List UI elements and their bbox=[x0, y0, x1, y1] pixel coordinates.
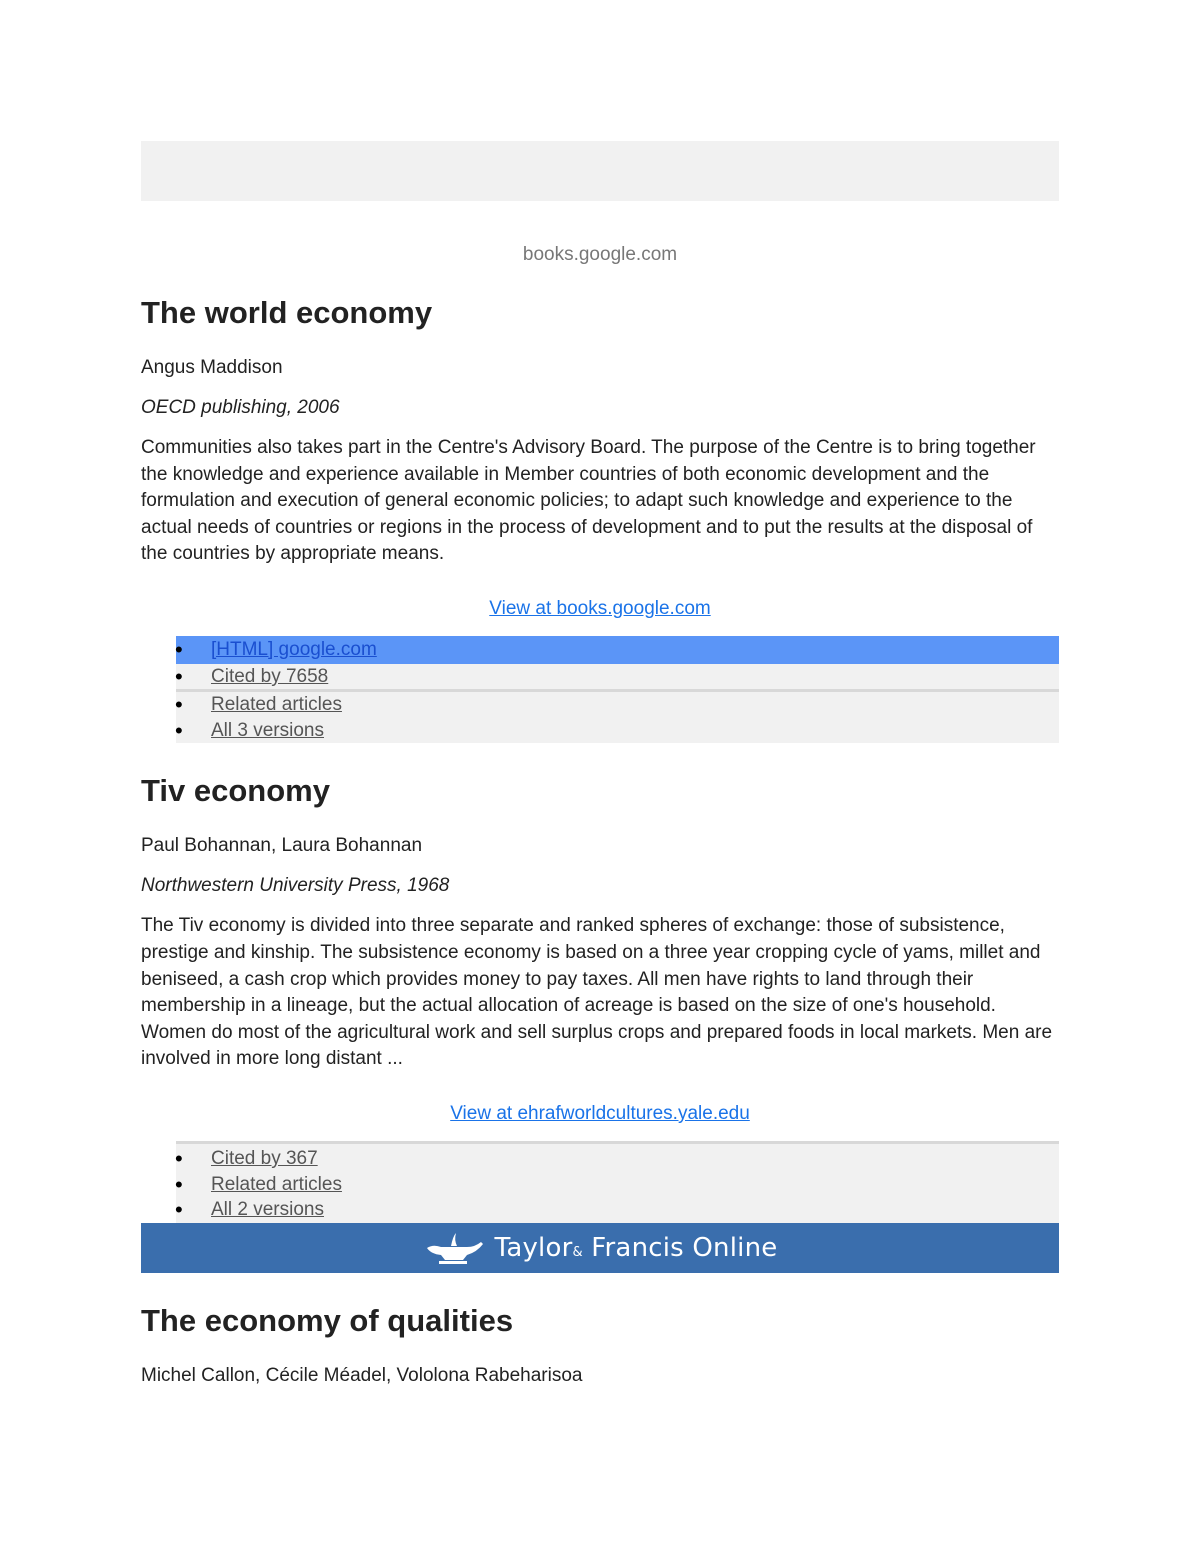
view-link[interactable]: View at ehrafworldcultures.yale.edu bbox=[450, 1103, 750, 1125]
all-versions-link[interactable]: All 3 versions bbox=[211, 719, 324, 741]
result-authors: Paul Bohannan, Laura Bohannan bbox=[141, 835, 423, 857]
list-item bbox=[176, 636, 1059, 664]
search-results-page bbox=[141, 141, 1059, 1389]
result-publisher: OECD publishing, 2006 bbox=[141, 397, 340, 418]
result-snippet: The Tiv economy is divided into three separate and ranked spheres of exchange: those of subsistence, prestige and kinship. The subsistence economy is based on a three year cropping cycle of yams, millet and beniseed, a cash crop which provides money to pay taxes. All men have rights to land through their membership in a lineage, but the actual allocation of acreage is based on the size of one's household. Women do most of the agricultural work and sell surplus crops and prepared foods in local markets. Men are involved in more long distant ... bbox=[141, 915, 1053, 1070]
list-item bbox=[176, 718, 1059, 744]
banner-brand bbox=[495, 1233, 778, 1263]
brand-right: Francis Online bbox=[591, 1232, 778, 1263]
result-title: Tiv economy bbox=[141, 773, 330, 809]
result-title: The economy of qualities bbox=[141, 1302, 514, 1338]
result-title: The world economy bbox=[141, 295, 433, 330]
taylor-francis-banner[interactable] bbox=[141, 1223, 1059, 1273]
result-publisher: Northwestern University Press, 1968 bbox=[141, 875, 450, 897]
lamp-icon bbox=[423, 1230, 485, 1266]
cited-by-link[interactable]: Cited by 7658 bbox=[211, 665, 329, 687]
brand-left: Taylor bbox=[494, 1232, 573, 1263]
cited-by-link[interactable]: Cited by 367 bbox=[211, 1148, 318, 1170]
result-authors: Michel Callon, Cécile Méadel, Vololona Rabeharisoa bbox=[141, 1364, 583, 1386]
related-articles-link[interactable]: Related articles bbox=[211, 694, 342, 716]
result-links bbox=[176, 1141, 1059, 1223]
list-item bbox=[176, 1141, 1059, 1172]
related-articles-link[interactable]: Related articles bbox=[211, 1173, 342, 1195]
result-authors: Angus Maddison bbox=[141, 357, 283, 378]
view-link[interactable]: View at books.google.com bbox=[489, 597, 711, 619]
all-versions-link[interactable]: All 2 versions bbox=[211, 1199, 324, 1221]
result-snippet: Communities also takes part in the Centre's Advisory Board. The purpose of the Centre is to bring together the knowledge and experience available in Member countries of both economic development and the formulation and execution of general economic policies; to adapt such knowledge and experience to the actual needs of countries or regions in the process of development and to put the results at the disposal of the countries by appropriate means. bbox=[141, 437, 1036, 565]
list-item bbox=[176, 689, 1059, 718]
list-item bbox=[176, 1197, 1059, 1223]
list-item bbox=[176, 1172, 1059, 1198]
source-label: books.google.com bbox=[522, 244, 678, 265]
brand-amp: & bbox=[572, 1244, 583, 1260]
html-link[interactable]: [HTML] google.com bbox=[211, 638, 377, 660]
result-links bbox=[176, 636, 1059, 744]
list-item bbox=[176, 664, 1059, 690]
top-bar bbox=[141, 141, 1059, 201]
